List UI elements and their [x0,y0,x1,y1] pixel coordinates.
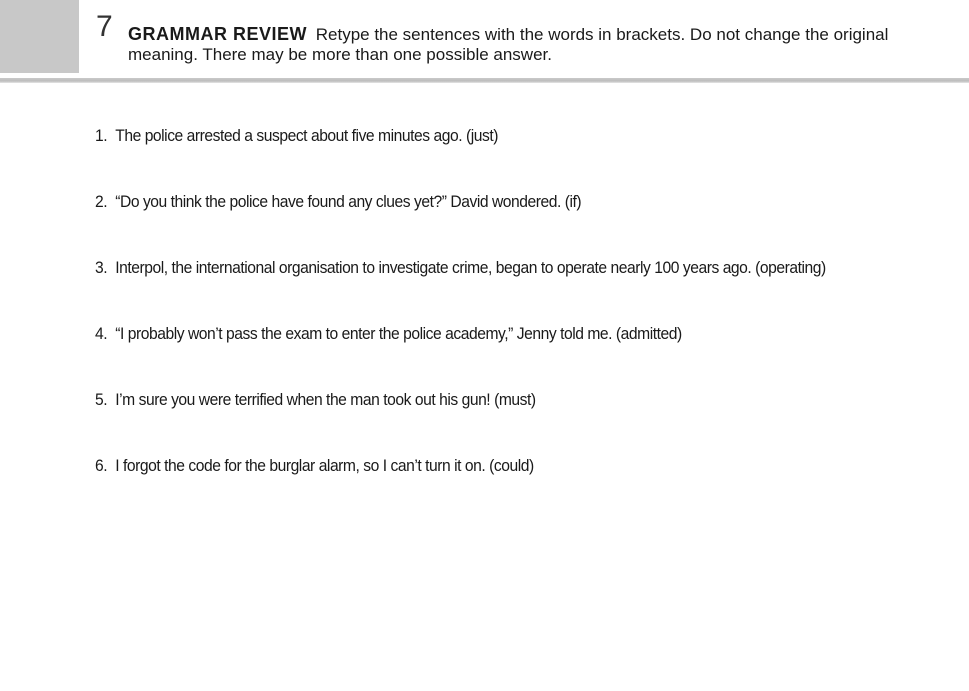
exercise-header [0,0,969,80]
exercise-number: 7 [96,10,113,43]
item-number: 3. [95,258,108,277]
item-sentence: The police arrested a suspect about five minutes ago. (just) [115,126,498,145]
exercise-item-5 [95,386,895,452]
item-sentence: Interpol, the international organisation to investigate crime, began to operate nearly 100 years ago. (operating) [115,258,826,277]
header-divider [0,78,969,83]
exercise-item-3 [95,254,895,320]
exercise-instruction [128,24,928,65]
item-number: 4. [95,324,108,343]
exercise-item-2 [95,188,895,254]
item-sentence: “I probably won’t pass the exam to enter the police academy,” Jenny told me. (admitted) [115,324,682,343]
item-number: 1. [95,126,108,145]
item-sentence: I forgot the code for the burglar alarm, so I can’t turn it on. (could) [115,456,534,475]
item-number: 5. [95,390,108,409]
exercise-item-4 [95,320,895,386]
item-number: 2. [95,192,108,211]
item-number: 6. [95,456,108,475]
exercise-item-list [95,122,965,518]
exercise-heading: GRAMMAR REVIEW [128,24,307,44]
item-sentence: I’m sure you were terrified when the man took out his gun! (must) [115,390,536,409]
header-grey-tab [0,0,79,73]
item-sentence: “Do you think the police have found any clues yet?” David wondered. (if) [115,192,582,211]
exercise-item-1 [95,122,895,188]
instruction-text: Retype the sentences with the words in brackets. Do not change the original meaning. There may be more than one possible answer. [128,25,889,64]
exercise-item-6 [95,452,895,518]
